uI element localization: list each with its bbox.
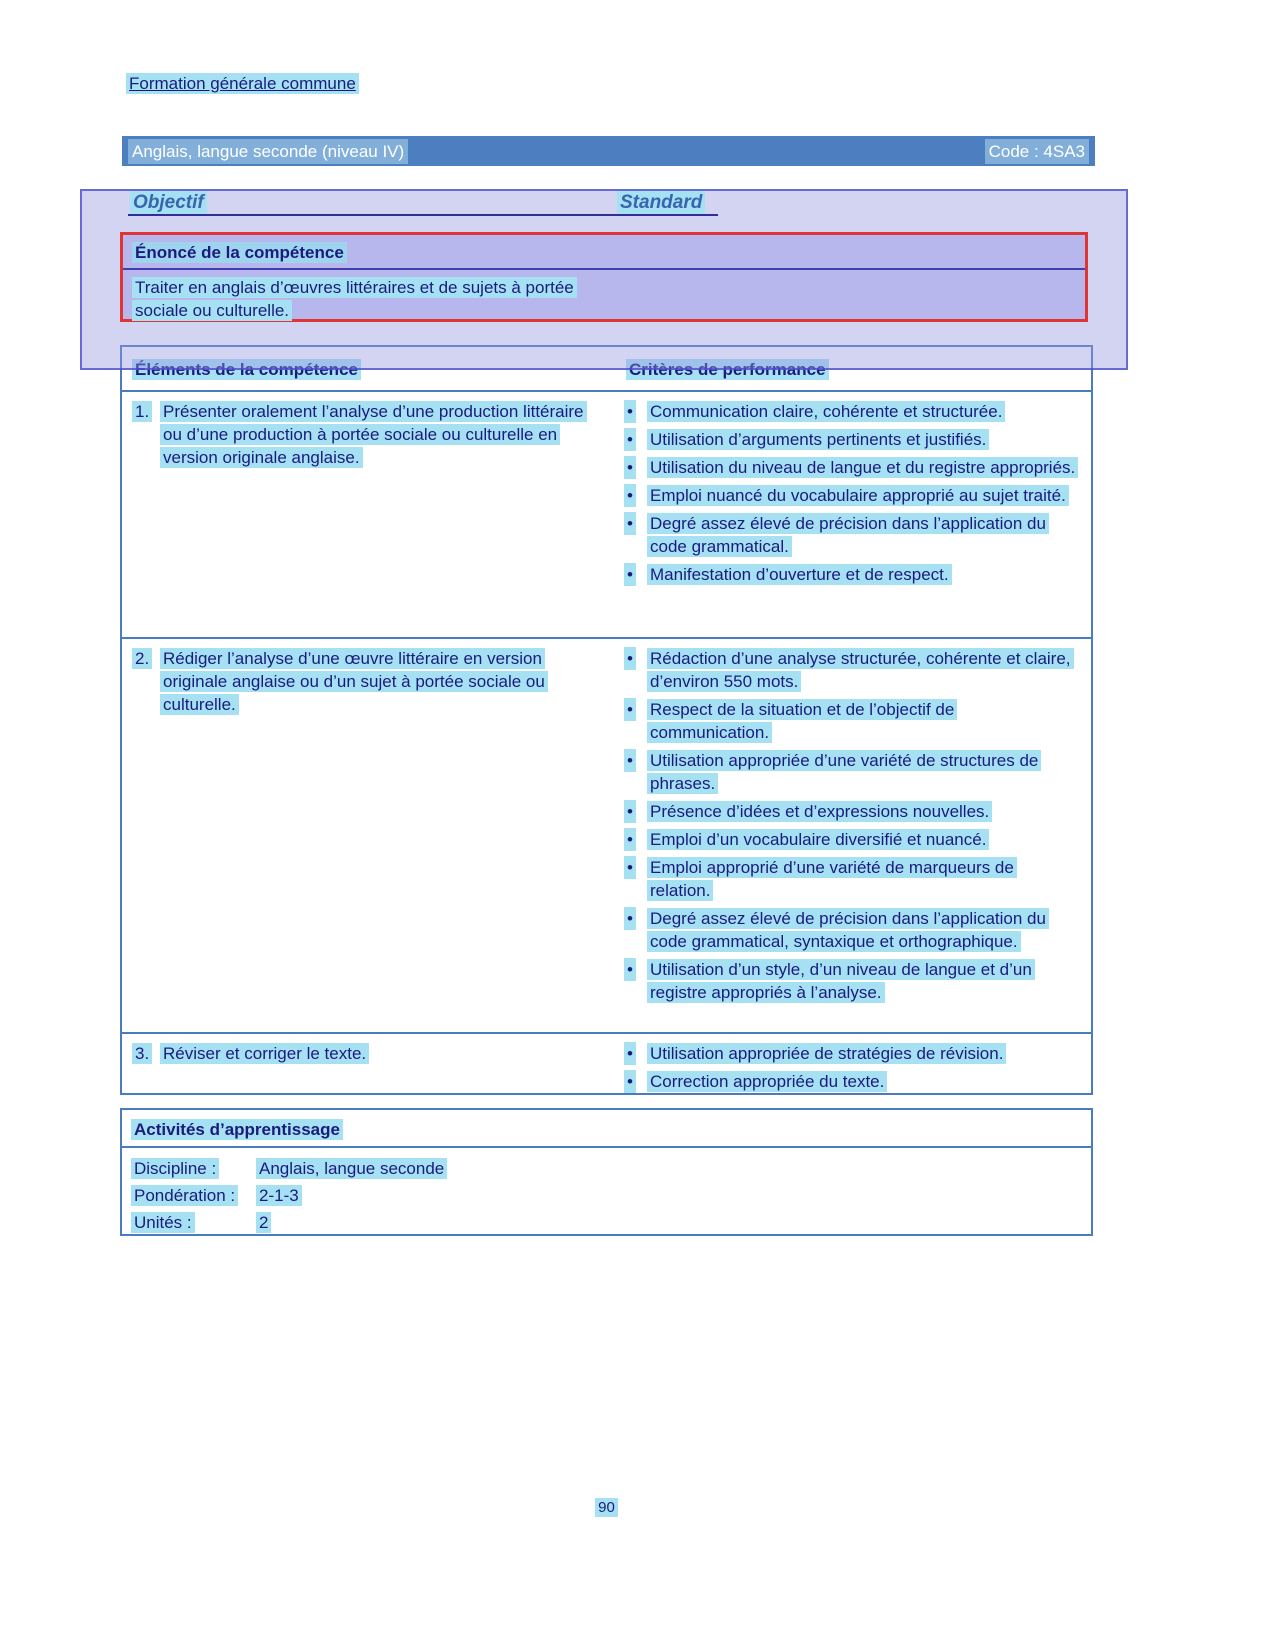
- criteria-text: Degré assez élevé de précision dans l’application du code grammatical, syntaxique et orthographique.: [647, 908, 1049, 952]
- criteria-item: [614, 907, 1081, 953]
- element-cell: [122, 1034, 614, 1093]
- criteria-text: Utilisation du niveau de langue et du registre appropriés.: [647, 457, 1078, 478]
- course-code: Code : 4SA3: [985, 139, 1089, 164]
- activities-heading: [122, 1110, 1091, 1148]
- element-number: 3.: [132, 1043, 152, 1064]
- criteria-item: [614, 512, 1081, 558]
- criteria-cell: [614, 392, 1091, 637]
- section-label-text: Formation générale commune: [126, 73, 359, 94]
- objectif-label: Objectif: [130, 191, 207, 214]
- col2-header: Critères de performance: [626, 359, 829, 380]
- element-cell: [122, 639, 614, 1032]
- field-value: Anglais, langue seconde: [256, 1158, 447, 1179]
- enonce-heading: [123, 235, 1085, 268]
- criteria-item: [614, 563, 1081, 586]
- criteria-item: [614, 749, 1081, 795]
- enonce-competence-box: [120, 232, 1088, 322]
- criteria-text: Utilisation appropriée de stratégies de révision.: [647, 1043, 1006, 1064]
- element-number: 1.: [132, 401, 152, 422]
- standard-label: Standard: [617, 191, 705, 214]
- table-row: [122, 639, 1091, 1034]
- element-text: Rédiger l’analyse d’une œuvre littéraire en version originale anglaise ou d’un sujet à portée sociale ou culturelle.: [160, 648, 548, 715]
- criteria-cell: [614, 639, 1091, 1032]
- criteria-text: Manifestation d’ouverture et de respect.: [647, 564, 952, 585]
- page-number: [120, 1496, 1093, 1519]
- enonce-body: [123, 270, 602, 322]
- criteria-cell: [614, 1034, 1091, 1093]
- element-number: 2.: [132, 648, 152, 669]
- criteria-text: Utilisation d’arguments pertinents et justifiés.: [647, 429, 989, 450]
- criteria-item: [614, 400, 1081, 423]
- criteria-text: Emploi d’un vocabulaire diversifié et nuancé.: [647, 829, 989, 850]
- criteria-text: Degré assez élevé de précision dans l’application du code grammatical.: [647, 513, 1049, 557]
- course-title: Anglais, langue seconde (niveau IV): [128, 139, 408, 164]
- criteria-text: Présence d’idées et d’expressions nouvelles.: [647, 801, 992, 822]
- criteria-item: [614, 647, 1081, 693]
- table-row: [122, 1034, 1091, 1093]
- title-bar: [122, 136, 1095, 166]
- criteria-item: [614, 484, 1081, 507]
- criteria-item: [614, 1042, 1081, 1065]
- activities-field: [131, 1182, 1091, 1209]
- criteria-text: Communication claire, cohérente et structurée.: [647, 401, 1005, 422]
- criteria-text: Emploi nuancé du vocabulaire approprié au sujet traité.: [647, 485, 1069, 506]
- activities-fields: [122, 1148, 1091, 1236]
- activities-field: [131, 1209, 1091, 1236]
- page-number-text: 90: [595, 1498, 618, 1517]
- competence-table: [120, 345, 1093, 1095]
- criteria-item: [614, 800, 1081, 823]
- criteria-item: [614, 856, 1081, 902]
- field-label: Unités :: [131, 1212, 195, 1233]
- activities-field: [131, 1155, 1091, 1182]
- criteria-text: Emploi approprié d’une variété de marqueurs de relation.: [647, 857, 1017, 901]
- enonce-body-text: Traiter en anglais d’œuvres littéraires et de sujets à portée sociale ou culturelle.: [132, 277, 577, 321]
- element-text: Réviser et corriger le texte.: [160, 1043, 369, 1064]
- criteria-text: Respect de la situation et de l’objectif de communication.: [647, 699, 957, 743]
- activities-heading-text: Activités d’apprentissage: [131, 1119, 343, 1140]
- element-cell: [122, 392, 614, 637]
- objective-standard-header: [130, 191, 950, 215]
- field-value: 2: [256, 1212, 271, 1233]
- field-label: Pondération :: [131, 1185, 238, 1206]
- criteria-item: [614, 958, 1081, 1004]
- criteria-item: [614, 456, 1081, 479]
- section-label: [126, 72, 359, 95]
- col1-header: Éléments de la compétence: [132, 359, 361, 380]
- criteria-item: [614, 428, 1081, 451]
- criteria-text: Correction appropriée du texte.: [647, 1071, 887, 1092]
- field-value: 2-1-3: [256, 1185, 302, 1206]
- enonce-heading-text: Énoncé de la compétence: [132, 242, 347, 263]
- criteria-item: [614, 698, 1081, 744]
- objective-standard-rule: [128, 214, 718, 216]
- criteria-text: Utilisation appropriée d’une variété de structures de phrases.: [647, 750, 1041, 794]
- element-text: Présenter oralement l’analyse d’une production littéraire ou d’une production à portée sociale ou culturelle en version originale anglaise.: [160, 401, 587, 468]
- field-label: Discipline :: [131, 1158, 219, 1179]
- criteria-text: Utilisation d’un style, d’un niveau de langue et d’un registre appropriés à l’analyse.: [647, 959, 1035, 1003]
- criteria-item: [614, 1070, 1081, 1093]
- table-row: [122, 392, 1091, 639]
- criteria-item: [614, 828, 1081, 851]
- criteria-text: Rédaction d’une analyse structurée, cohérente et claire, d’environ 550 mots.: [647, 648, 1074, 692]
- activities-box: [120, 1108, 1093, 1236]
